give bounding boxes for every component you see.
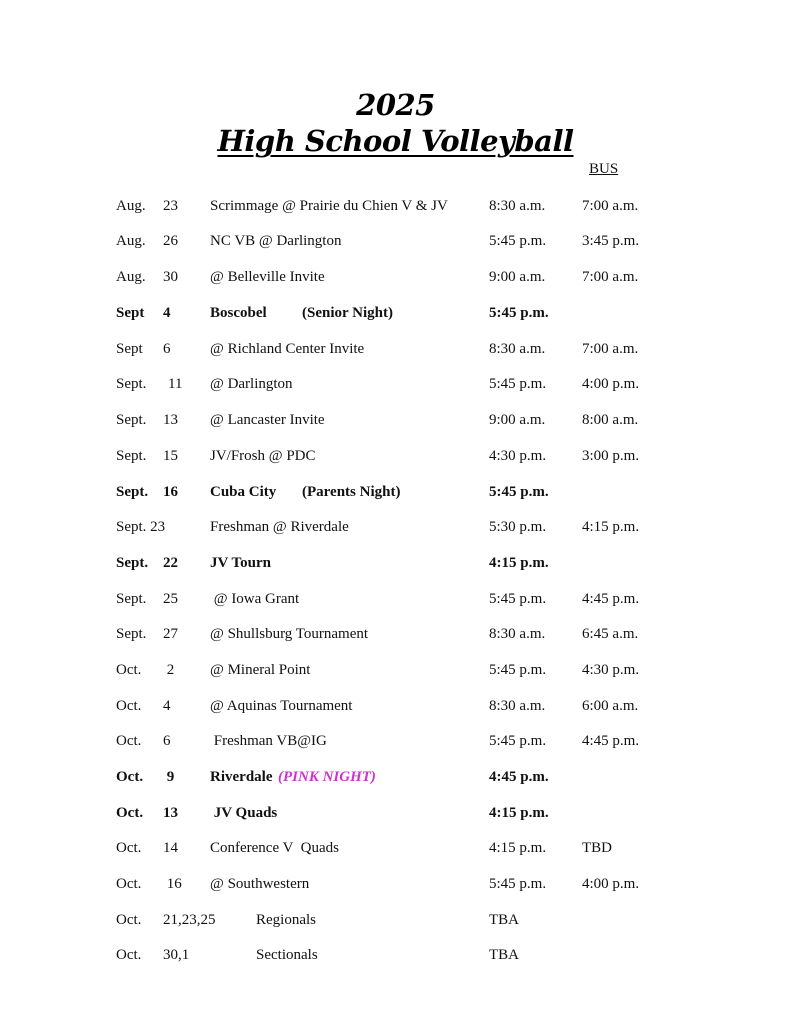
event: @ Darlington <box>210 376 293 392</box>
day: 16 <box>163 876 182 892</box>
game-time: 9:00 a.m. <box>489 269 546 285</box>
month: Aug. <box>116 269 146 285</box>
day: 30,1 <box>163 947 190 963</box>
schedule-row <box>0 698 791 720</box>
game-time: 5:45 p.m. <box>489 591 547 607</box>
date: Sept. 23 <box>116 519 166 535</box>
bus-time: 7:00 a.m. <box>582 198 639 214</box>
day: 2 <box>163 662 175 678</box>
bus-time: 4:45 p.m. <box>582 591 640 607</box>
event: JV Tourn <box>210 555 272 571</box>
day: 26 <box>163 233 178 249</box>
day: 27 <box>163 626 178 642</box>
game-time: 4:45 p.m. <box>489 769 549 785</box>
month: Sept. <box>116 484 149 500</box>
game-time: 5:45 p.m. <box>489 733 547 749</box>
schedule-row <box>0 662 791 684</box>
bus-time: 4:00 p.m. <box>582 376 640 392</box>
schedule-row <box>0 591 791 613</box>
game-time: 5:45 p.m. <box>489 376 547 392</box>
schedule-row <box>0 733 791 755</box>
schedule-row <box>0 412 791 434</box>
month: Aug. <box>116 233 146 249</box>
game-time: 8:30 a.m. <box>489 341 546 357</box>
pink-night-note: (PINK NIGHT) <box>278 769 376 785</box>
schedule-row <box>0 555 791 577</box>
month: Sept. <box>116 448 147 464</box>
bus-time: 7:00 a.m. <box>582 269 639 285</box>
schedule-row <box>0 947 791 969</box>
month: Oct. <box>116 698 142 714</box>
month: Oct. <box>116 912 142 928</box>
day: 14 <box>163 840 178 856</box>
schedule-row <box>0 305 791 327</box>
month: Sept. <box>116 412 147 428</box>
month: Aug. <box>116 198 146 214</box>
month: Sept <box>116 341 143 357</box>
event: @ Iowa Grant <box>210 591 300 607</box>
event: Regionals <box>256 912 316 928</box>
schedule-row <box>0 198 791 220</box>
game-time: 8:30 a.m. <box>489 198 546 214</box>
schedule-row <box>0 448 791 470</box>
month: Sept. <box>116 591 147 607</box>
event: JV Quads <box>210 805 278 821</box>
game-time: TBA <box>489 912 519 928</box>
game-time: 8:30 a.m. <box>489 698 546 714</box>
schedule-row <box>0 484 791 506</box>
month: Oct. <box>116 805 144 821</box>
bus-time: 7:00 a.m. <box>582 341 639 357</box>
page-title: High School Volleyball <box>217 124 574 158</box>
month: Oct. <box>116 947 142 963</box>
bus-time: 3:00 p.m. <box>582 448 640 464</box>
game-time: 4:30 p.m. <box>489 448 547 464</box>
day: 21,23,25 <box>163 912 216 928</box>
bus-time: TBD <box>582 840 612 856</box>
event: @ Shullsburg Tournament <box>210 626 369 642</box>
schedule-row <box>0 341 791 363</box>
event: @ Belleville Invite <box>210 269 325 285</box>
schedule-row <box>0 626 791 648</box>
schedule-row <box>0 519 791 541</box>
day: 9 <box>163 769 175 785</box>
game-time: 8:30 a.m. <box>489 626 546 642</box>
event: @ Richland Center Invite <box>210 341 365 357</box>
month: Oct. <box>116 769 144 785</box>
day: 11 <box>168 376 183 392</box>
schedule-row <box>0 376 791 398</box>
game-time: 9:00 a.m. <box>489 412 546 428</box>
game-time: 5:45 p.m. <box>489 662 547 678</box>
bus-time: 4:15 p.m. <box>582 519 640 535</box>
day: 6 <box>163 733 171 749</box>
event: @ Lancaster Invite <box>210 412 325 428</box>
schedule-row <box>0 769 791 791</box>
event: Freshman @ Riverdale <box>210 519 349 535</box>
day: 30 <box>163 269 178 285</box>
bus-time: 4:00 p.m. <box>582 876 640 892</box>
game-time: 5:45 p.m. <box>489 484 549 500</box>
bus-column-header: BUS <box>589 161 619 177</box>
game-time: 5:45 p.m. <box>489 876 547 892</box>
month: Sept. <box>116 376 147 392</box>
game-time: TBA <box>489 947 519 963</box>
day: 16 <box>163 484 178 500</box>
event-note: (Parents Night) <box>302 484 401 500</box>
day: 4 <box>163 698 171 714</box>
bus-time: 6:45 a.m. <box>582 626 639 642</box>
month: Sept. <box>116 555 149 571</box>
schedule-row <box>0 233 791 255</box>
schedule-row <box>0 876 791 898</box>
bus-time: 8:00 a.m. <box>582 412 639 428</box>
event: @ Aquinas Tournament <box>210 698 353 714</box>
day: 22 <box>163 555 178 571</box>
bus-time: 4:30 p.m. <box>582 662 640 678</box>
month: Oct. <box>116 876 142 892</box>
event: JV/Frosh @ PDC <box>210 448 316 464</box>
schedule-row <box>0 840 791 862</box>
event: Riverdale <box>210 769 273 785</box>
bus-time: 3:45 p.m. <box>582 233 640 249</box>
event: Freshman VB@IG <box>210 733 327 749</box>
game-time: 5:45 p.m. <box>489 233 547 249</box>
event: @ Southwestern <box>210 876 310 892</box>
day: 4 <box>163 305 171 321</box>
event: Boscobel <box>210 305 267 321</box>
bus-time: 6:00 a.m. <box>582 698 639 714</box>
month: Oct. <box>116 733 142 749</box>
event: Cuba City <box>210 484 277 500</box>
game-time: 5:45 p.m. <box>489 305 549 321</box>
day: 6 <box>163 341 171 357</box>
event: Conference V Quads <box>210 840 339 856</box>
event: Scrimmage @ Prairie du Chien V & JV <box>210 198 448 214</box>
game-time: 4:15 p.m. <box>489 805 549 821</box>
day: 13 <box>163 805 178 821</box>
event-note: (Senior Night) <box>302 305 393 321</box>
day: 13 <box>163 412 178 428</box>
schedule-row <box>0 805 791 827</box>
day: 25 <box>163 591 178 607</box>
bus-time: 4:45 p.m. <box>582 733 640 749</box>
event: NC VB @ Darlington <box>210 233 342 249</box>
game-time: 4:15 p.m. <box>489 840 547 856</box>
event: @ Mineral Point <box>210 662 311 678</box>
game-time: 5:30 p.m. <box>489 519 547 535</box>
month: Oct. <box>116 840 142 856</box>
month: Sept. <box>116 626 147 642</box>
game-time: 4:15 p.m. <box>489 555 549 571</box>
schedule-row <box>0 269 791 291</box>
year-heading: 2025 <box>356 88 435 122</box>
day: 23 <box>163 198 178 214</box>
day: 15 <box>163 448 178 464</box>
month: Oct. <box>116 662 142 678</box>
month: Sept <box>116 305 145 321</box>
schedule-row <box>0 912 791 934</box>
event: Sectionals <box>256 947 318 963</box>
